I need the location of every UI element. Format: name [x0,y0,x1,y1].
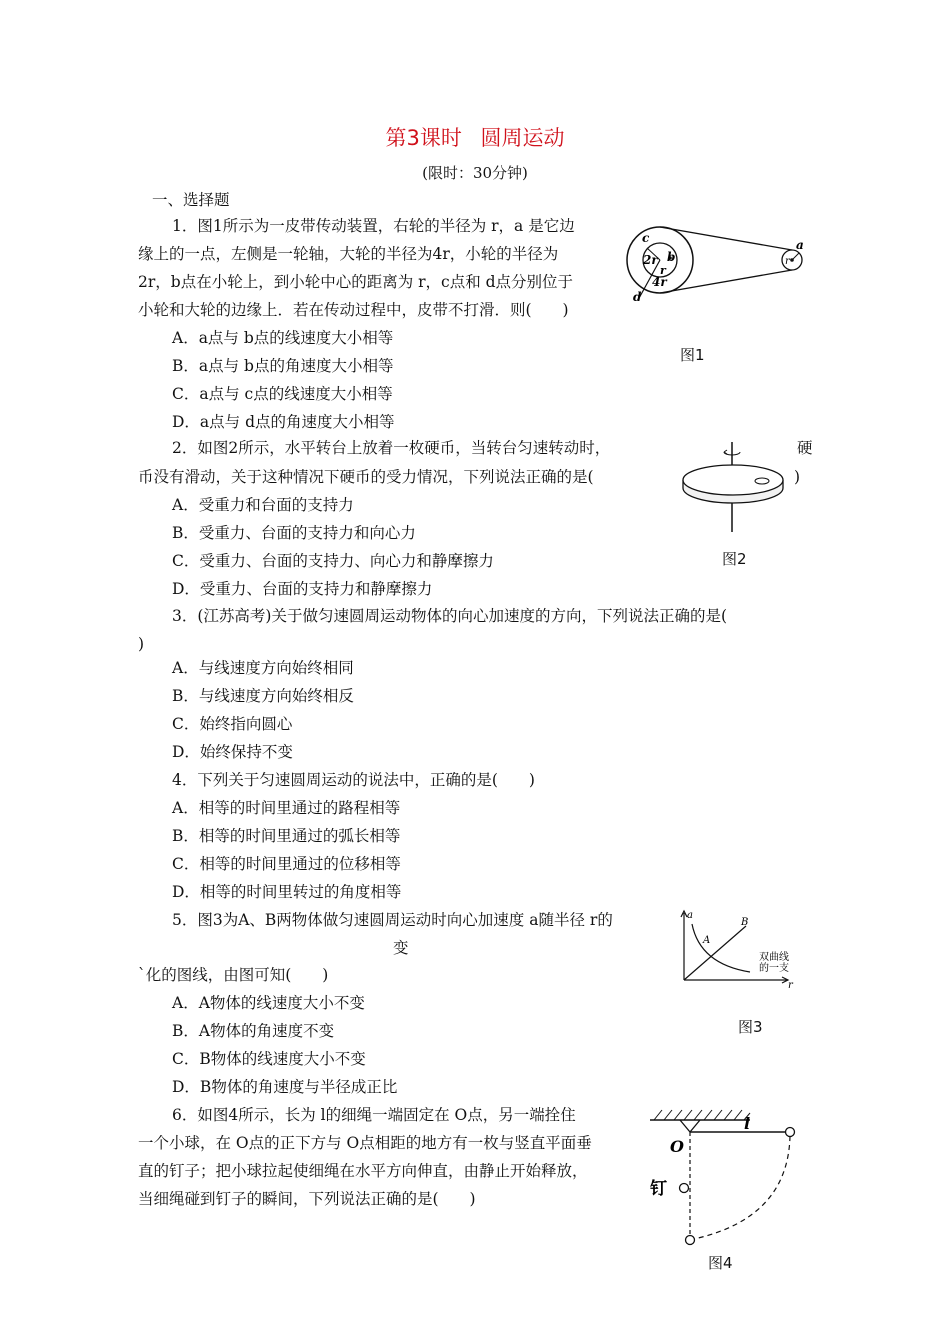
q2-line-1: 2．如图2所示，水平转台上放着一枚硬币，当转台匀速转动时， [172,439,611,457]
q3-option-c: C．始终指向圆心 [172,715,293,733]
fig3-label-A: A [703,935,711,946]
figure-1-caption: 图1 [680,346,705,364]
q3-line-2: ) [138,635,145,653]
title-topic: 圆周运动 [480,126,565,150]
line-B [684,926,746,980]
fig1-label-r: r [660,264,666,277]
q4-line-1: 4．下列关于匀速圆周运动的说法中，正确的是( ) [172,771,535,789]
fig3-label-hyperbola-1: 双曲线 [759,952,789,963]
fig1-label-c: c [642,231,650,245]
q5-line-2: `化的图线，由图可知( ) [138,966,329,984]
fig3-label-r: r [788,980,793,991]
figure-4-pendulum [640,1108,810,1248]
figure-1-belt-drive [620,222,820,312]
q2-option-a: A．受重力和台面的支持力 [172,496,354,514]
fig3-label-hyperbola-2: 的一支 [759,963,789,974]
figure-3-caption: 图3 [738,1018,763,1036]
q4-option-b: B．相等的时间里通过的弧长相等 [172,827,401,845]
q6-line-2: 一个小球，在 O点的正下方与 O点相距的地方有一枚与竖直平面垂 [138,1134,592,1152]
q5-option-b: B．A物体的角速度不变 [172,1022,335,1040]
ball-initial [786,1128,795,1137]
q3-option-a: A．与线速度方向始终相同 [172,659,354,677]
q5-option-c: C．B物体的线速度大小不变 [172,1050,366,1068]
nail [680,1184,689,1193]
q5-option-a: A．A物体的线速度大小不变 [172,994,365,1012]
figure-2-caption: 图2 [722,550,747,568]
q1-option-b: B．a点与 b点的角速度大小相等 [172,357,394,375]
q6-line-3: 直的钉子；把小球拉起使细绳在水平方向伸直，由静止开始释放， [138,1162,588,1180]
section-heading: 一、选择题 [152,191,230,209]
fig1-label-d: d [633,290,642,304]
hanger [680,1120,700,1132]
fig1-label-4r: 4r [652,275,667,289]
fig1-label-a: a [796,238,804,252]
q2-line-2-end: ) [794,468,801,486]
fig3-label-a: a [687,910,693,921]
q2-option-c: C．受重力、台面的支持力、向心力和静摩擦力 [172,552,494,570]
fig4-label-nail: 钉 [650,1179,667,1199]
q5-line-1b: 变 [393,939,409,957]
q2-option-d: D．受重力、台面的支持力和静摩擦力 [172,580,433,598]
fig1-label-2r: 2r [643,253,658,267]
q1-option-c: C．a点与 c点的线速度大小相等 [172,385,393,403]
fig4-label-l: l [744,1114,751,1133]
fig1-label-right-r: r [785,256,790,267]
ball-bottom [686,1236,695,1245]
q6-line-4: 当细绳碰到钉子的瞬间，下列说法正确的是( ) [138,1190,476,1208]
figure-2-turntable [680,440,790,535]
title-lesson: 第3课时 [385,126,462,150]
q1-line-2: 缘上的一点，左侧是一轮轴，大轮的半径为4r，小轮的半径为 [138,245,559,263]
q2-option-b: B．受重力、台面的支持力和向心力 [172,524,416,542]
fig1-label-b: b [667,250,676,264]
time-limit: (限时：30分钟) [422,164,528,182]
q3-option-b: B．与线速度方向始终相反 [172,687,354,705]
coin [755,478,769,484]
q4-option-a: A．相等的时间里通过的路程相等 [172,799,401,817]
q1-option-a: A．a点与 b点的线速度大小相等 [172,329,394,347]
q3-option-d: D．始终保持不变 [172,743,293,761]
q5-option-d: D．B物体的角速度与半径成正比 [172,1078,398,1096]
swing-path [694,1136,790,1239]
q1-line-1: 1．图1所示为一皮带传动装置，右轮的半径为 r，a 是它边 [172,217,575,235]
page-title [0,122,950,152]
q3-line-1: 3．(江苏高考)关于做匀速圆周运动物体的向心加速度的方向，下列说法正确的是( [172,607,728,625]
q1-option-d: D．a点与 d点的角速度大小相等 [172,413,395,431]
q1-line-3: 2r，b点在小轮上，到小轮中心的距离为 r，c点和 d点分别位于 [138,273,574,291]
figure-4-caption: 图4 [708,1254,733,1272]
q4-option-d: D．相等的时间里转过的角度相等 [172,883,402,901]
q4-option-c: C．相等的时间里通过的位移相等 [172,855,401,873]
q2-line-2: 币没有滑动，关于这种情况下硬币的受力情况，下列说法正确的是( [138,468,594,486]
figure-3-graph [670,908,800,993]
q5-line-1: 5．图3为A、B两物体做匀速圆周运动时向心加速度 a随半径 r的 [172,911,613,929]
q2-line-1-end: 硬 [797,439,813,457]
fig3-label-B: B [741,917,749,928]
fig4-label-O: O [670,1137,684,1156]
q6-line-1: 6．如图4所示，长为 l的细绳一端固定在 O点，另一端拴住 [172,1106,576,1124]
q1-line-4: 小轮和大轮的边缘上．若在传动过程中，皮带不打滑．则( ) [138,301,569,319]
